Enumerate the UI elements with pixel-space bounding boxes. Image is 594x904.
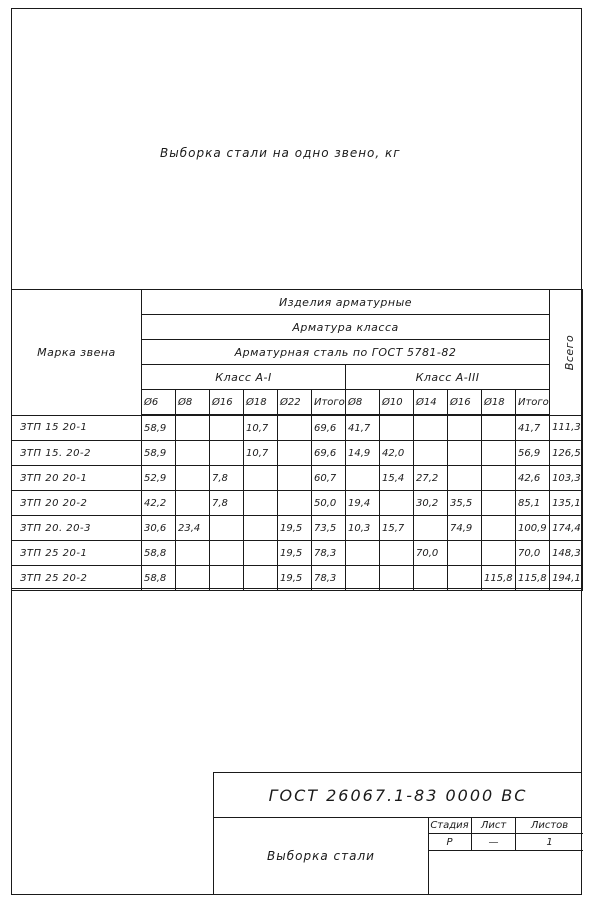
a1-cell: 19,5 bbox=[278, 566, 312, 591]
group-header-class: Арматура класса bbox=[142, 315, 550, 340]
a1-cell bbox=[278, 491, 312, 516]
a1-column-header: Ø6 bbox=[142, 390, 176, 416]
a3-cell: 41,7 bbox=[516, 415, 550, 441]
document-title: Выборка стали bbox=[214, 817, 429, 894]
a3-cell bbox=[448, 441, 482, 466]
row-mark: ЗТП 25 20-1 bbox=[12, 541, 142, 566]
table-row bbox=[12, 566, 583, 591]
a3-cell: 42,6 bbox=[516, 466, 550, 491]
table-row bbox=[12, 491, 583, 516]
mark-header: Марка звена bbox=[12, 290, 142, 416]
a3-cell: 74,9 bbox=[448, 516, 482, 541]
a3-cell: 115,8 bbox=[482, 566, 516, 591]
a3-column-header: Ø18 bbox=[482, 390, 516, 416]
row-mark: ЗТП 15 20-1 bbox=[12, 415, 142, 441]
a3-cell: 19,4 bbox=[346, 491, 380, 516]
row-total: 174,4 bbox=[550, 516, 583, 541]
a1-cell bbox=[176, 541, 210, 566]
a1-cell: 69,6 bbox=[312, 415, 346, 441]
table-row bbox=[12, 466, 583, 491]
title-block bbox=[213, 772, 582, 895]
a3-column-header: Ø16 bbox=[448, 390, 482, 416]
a3-cell bbox=[380, 491, 414, 516]
a3-column-header: Ø8 bbox=[346, 390, 380, 416]
a1-cell: 69,6 bbox=[312, 441, 346, 466]
row-mark: ЗТП 20 20-2 bbox=[12, 491, 142, 516]
a3-cell bbox=[482, 466, 516, 491]
a1-cell bbox=[244, 516, 278, 541]
sheets-label: Листов bbox=[516, 817, 583, 834]
a3-cell bbox=[482, 541, 516, 566]
a1-cell: 60,7 bbox=[312, 466, 346, 491]
a1-cell bbox=[210, 516, 244, 541]
a3-cell: 15,4 bbox=[380, 466, 414, 491]
a3-cell: 70,0 bbox=[516, 541, 550, 566]
a3-cell bbox=[482, 441, 516, 466]
a1-cell: 78,3 bbox=[312, 566, 346, 591]
a3-cell bbox=[448, 466, 482, 491]
class-a3-header: Класс А-III bbox=[346, 365, 550, 390]
a1-cell: 78,3 bbox=[312, 541, 346, 566]
a1-cell bbox=[176, 441, 210, 466]
a1-cell: 10,7 bbox=[244, 441, 278, 466]
total-header bbox=[550, 290, 583, 416]
a1-cell: 10,7 bbox=[244, 415, 278, 441]
a3-cell bbox=[346, 566, 380, 591]
a3-cell: 41,7 bbox=[346, 415, 380, 441]
a1-cell: 73,5 bbox=[312, 516, 346, 541]
a1-cell bbox=[244, 466, 278, 491]
a3-cell: 100,9 bbox=[516, 516, 550, 541]
class-a1-header: Класс А-I bbox=[142, 365, 346, 390]
a1-cell bbox=[176, 566, 210, 591]
a1-cell bbox=[244, 541, 278, 566]
a3-cell bbox=[414, 441, 448, 466]
a1-column-header: Ø22 bbox=[278, 390, 312, 416]
a1-column-header: Ø8 bbox=[176, 390, 210, 416]
a1-cell: 19,5 bbox=[278, 541, 312, 566]
a1-column-header: Итого bbox=[312, 390, 346, 416]
a3-cell bbox=[448, 541, 482, 566]
table-row bbox=[12, 441, 583, 466]
a3-cell: 35,5 bbox=[448, 491, 482, 516]
a1-cell: 58,8 bbox=[142, 566, 176, 591]
row-total: 126,5 bbox=[550, 441, 583, 466]
document-code: ГОСТ 26067.1-83 0000 ВС bbox=[214, 773, 582, 818]
a1-cell: 42,2 bbox=[142, 491, 176, 516]
a3-cell bbox=[380, 415, 414, 441]
a1-cell bbox=[210, 566, 244, 591]
a1-cell bbox=[210, 415, 244, 441]
table-row bbox=[12, 415, 583, 441]
stage-value: Р bbox=[428, 834, 472, 851]
a1-column-header: Ø16 bbox=[210, 390, 244, 416]
a3-cell bbox=[482, 516, 516, 541]
a3-cell bbox=[414, 415, 448, 441]
a3-cell: 15,7 bbox=[380, 516, 414, 541]
row-mark: ЗТП 15. 20-2 bbox=[12, 441, 142, 466]
row-mark: ЗТП 20 20-1 bbox=[12, 466, 142, 491]
a1-cell: 7,8 bbox=[210, 491, 244, 516]
table-row bbox=[12, 541, 583, 566]
row-total: 194,1 bbox=[550, 566, 583, 591]
table-bottom-rule bbox=[11, 588, 582, 589]
row-total: 148,3 bbox=[550, 541, 583, 566]
a1-cell bbox=[176, 415, 210, 441]
row-mark: ЗТП 20. 20-3 bbox=[12, 516, 142, 541]
a1-cell bbox=[278, 415, 312, 441]
sheets-value: 1 bbox=[516, 834, 583, 851]
a3-cell bbox=[380, 566, 414, 591]
a3-cell: 27,2 bbox=[414, 466, 448, 491]
a1-cell bbox=[244, 491, 278, 516]
a3-cell: 30,2 bbox=[414, 491, 448, 516]
group-header-steel: Арматурная сталь по ГОСТ 5781-82 bbox=[142, 340, 550, 365]
a1-cell bbox=[176, 491, 210, 516]
a3-cell bbox=[414, 566, 448, 591]
row-total: 103,3 bbox=[550, 466, 583, 491]
a1-cell: 23,4 bbox=[176, 516, 210, 541]
stage-label: Стадия bbox=[428, 817, 472, 834]
steel-selection-caption: Выборка стали на одно звено, кг bbox=[160, 146, 401, 160]
a1-cell: 58,8 bbox=[142, 541, 176, 566]
row-total: 135,1 bbox=[550, 491, 583, 516]
row-mark: ЗТП 25 20-2 bbox=[12, 566, 142, 591]
a1-cell: 7,8 bbox=[210, 466, 244, 491]
a3-cell bbox=[414, 516, 448, 541]
a3-cell bbox=[482, 415, 516, 441]
a3-cell: 10,3 bbox=[346, 516, 380, 541]
a3-cell: 14,9 bbox=[346, 441, 380, 466]
a3-column-header: Ø10 bbox=[380, 390, 414, 416]
a1-cell: 19,5 bbox=[278, 516, 312, 541]
a1-cell bbox=[278, 466, 312, 491]
a3-cell: 42,0 bbox=[380, 441, 414, 466]
a3-cell bbox=[482, 491, 516, 516]
a1-column-header: Ø18 bbox=[244, 390, 278, 416]
a1-cell bbox=[210, 441, 244, 466]
a1-cell bbox=[244, 566, 278, 591]
a3-cell: 56,9 bbox=[516, 441, 550, 466]
a3-column-header: Ø14 bbox=[414, 390, 448, 416]
a1-cell: 52,9 bbox=[142, 466, 176, 491]
a1-cell bbox=[278, 441, 312, 466]
a3-cell bbox=[448, 566, 482, 591]
sheet-value: — bbox=[472, 834, 516, 851]
a3-cell: 70,0 bbox=[414, 541, 448, 566]
a1-cell: 50,0 bbox=[312, 491, 346, 516]
sheet-label: Лист bbox=[472, 817, 516, 834]
total-header-label: Всего bbox=[563, 334, 577, 370]
a3-cell bbox=[448, 415, 482, 441]
a1-cell: 58,9 bbox=[142, 441, 176, 466]
steel-table bbox=[11, 289, 583, 591]
a3-cell: 85,1 bbox=[516, 491, 550, 516]
a3-column-header: Итого bbox=[516, 390, 550, 416]
row-total: 111,3 bbox=[550, 415, 583, 441]
a3-cell: 115,8 bbox=[516, 566, 550, 591]
a1-cell bbox=[210, 541, 244, 566]
a1-cell: 58,9 bbox=[142, 415, 176, 441]
a1-cell: 30,6 bbox=[142, 516, 176, 541]
table-row bbox=[12, 516, 583, 541]
group-header-products: Изделия арматурные bbox=[142, 290, 550, 315]
a3-cell bbox=[380, 541, 414, 566]
a3-cell bbox=[346, 541, 380, 566]
a1-cell bbox=[176, 466, 210, 491]
a3-cell bbox=[346, 466, 380, 491]
